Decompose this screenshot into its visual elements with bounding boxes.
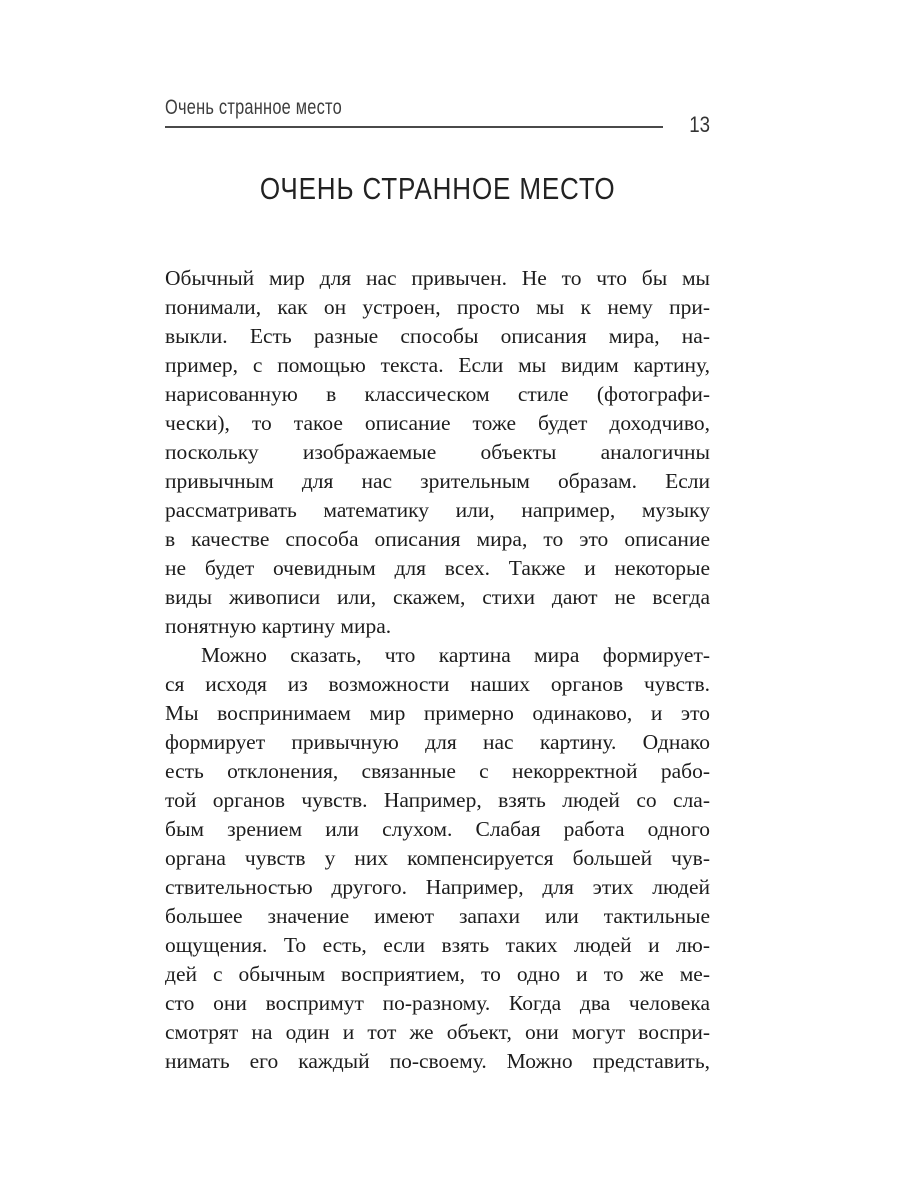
text-line: органа чувств у них компенсируется большей чув- (165, 846, 710, 870)
text-line: рассматривать математику или, например, музыку (165, 498, 710, 522)
text-line: виды живописи или, скажем, стихи дают не всегда (165, 585, 710, 609)
text-line: выкли. Есть разные способы описания мира, на- (165, 324, 710, 348)
text-line: формирует привычную для нас картину. Однако (165, 730, 710, 754)
chapter-title-text: ОЧЕНЬ СТРАННОЕ МЕСТО (259, 171, 616, 206)
text-line: пример, с помощью текста. Если мы видим картину, (165, 353, 710, 377)
text-line: нарисованную в классическом стиле (фотографи- (165, 382, 710, 406)
text-line: Можно сказать, что картина мира формирует- (201, 643, 710, 667)
text-line: большее значение имеют запахи или тактильные (165, 904, 710, 928)
text-line: поскольку изображаемые объекты аналогичны (165, 440, 710, 464)
text-line: не будет очевидным для всех. Также и некоторые (165, 556, 710, 580)
text-line: понятную картину мира. (165, 614, 392, 638)
text-line: смотрят на один и тот же объект, они могут воспри- (165, 1020, 710, 1044)
text-line: ствительностью другого. Например, для этих людей (165, 875, 710, 899)
text-line: Мы воспринимаем мир примерно одинаково, и это (165, 701, 710, 725)
page-number: 13 (689, 112, 710, 137)
text-line: чески), то такое описание тоже будет доходчиво, (165, 411, 710, 435)
text-line: бым зрением или слухом. Слабая работа одного (165, 817, 710, 841)
text-line: привычным для нас зрительным образам. Если (165, 469, 710, 493)
text-line: Обычный мир для нас привычен. Не то что бы мы (165, 266, 710, 290)
text-line: нимать его каждый по-своему. Можно представить, (165, 1049, 710, 1073)
chapter-title (165, 171, 710, 207)
text-line: той органов чувств. Например, взять людей со сла- (165, 788, 710, 812)
body-text (165, 264, 710, 1076)
text-line: дей с обычным восприятием, то одно и то же ме- (165, 962, 710, 986)
text-line: в качестве способа описания мира, то это описание (165, 527, 710, 551)
text-line: ощущения. То есть, если взять таких людей и лю- (165, 933, 710, 957)
text-line: ся исходя из возможности наших органов чувств. (165, 672, 710, 696)
text-line: сто они воспримут по-разному. Когда два человека (165, 991, 710, 1015)
text-line: понимали, как он устроен, просто мы к нему при- (165, 295, 710, 319)
running-title: Очень странное место (165, 96, 342, 119)
text-line: есть отклонения, связанные с некорректной рабо- (165, 759, 710, 783)
header-rule (165, 126, 663, 128)
